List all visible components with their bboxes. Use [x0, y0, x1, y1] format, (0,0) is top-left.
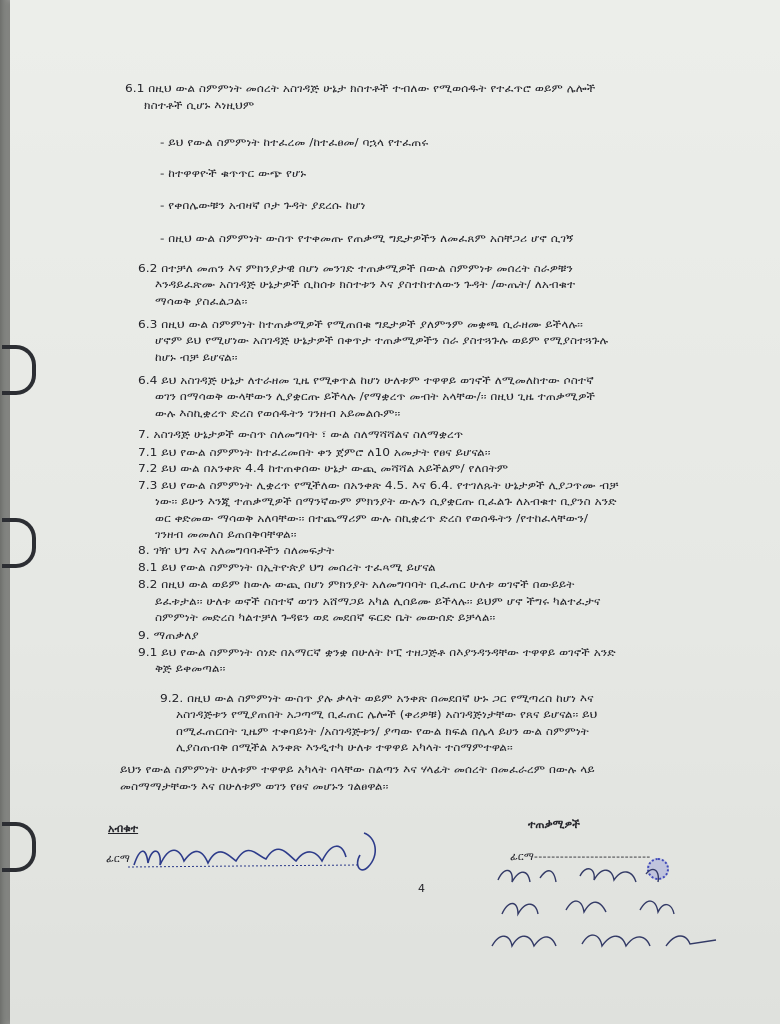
text-line: 8.2 በዚህ ውል ወይም ከውሉ ውጪ በሆነ ምክንያት አለመግባባት ቢፈጠር ሁለቱ ወገኖች በውይይት [138, 579, 575, 591]
text-line: ነው፡፡ ይሁን እንጂ ተጠቃሚዎች በማንኛውም ምክንያት ውሉን ሲያቋርጡ ቢፈልጉ ለአብቁተ ቢያንስ አንድ [155, 496, 617, 508]
binder-ring [2, 518, 36, 568]
text-line: ቅጅ ይቀመጣል፡፡ [155, 663, 226, 675]
text-line: ገንዘብ መመለስ ይጠበቅባቸዋል፡፡ [155, 529, 297, 541]
right-sign-label: ፊርማ [510, 851, 534, 863]
left-sign-label: ፊርማ [106, 853, 130, 865]
text-line: ወገን በማሳወቅ ውላቸውን ሊያቋርጡ ይችላሉ /የማቋረጥ መብት አላቸው/፡፡ በዚህ ጊዜ ተጠቃሚዎች [155, 391, 596, 403]
text-line: 9.2. በዚህ ውል ስምምነት ውስጥ ያሉ ቃላት ወይም አንቀጽ በመደበኛ ሁኑ ጋር የሚጣረስ ከሆነ እና [160, 693, 594, 705]
page-number: 4 [418, 882, 425, 895]
right-sign-dotted-line: --------------------------- [534, 851, 651, 863]
text-line: 6.1 በዚህ ውል ስምምነት መሰረት አስገዳጅ ሁኔታ ክስተቶች ተብለው የሚወሰዱት የተፈጥሮ ወይም ሌሎች [125, 83, 596, 95]
text-line: 7. አስገዳጅ ሁኔታዎች ውስጥ ስለመግባት ፣ ውል ስለማሻሻልና ስለማቋረጥ [138, 429, 464, 441]
text-line: - ይህ የውል ስምምነት ከተፈረመ /ከተፈፀመ/ ባኋላ የተፈጠሩ [160, 137, 429, 149]
text-line: ሊያስጠብቅ በሚችል አንቀጽ እንዲተካ ሁለቱ ተዋዋይ አካላት ተስማምተዋል፡፡ [176, 742, 513, 754]
text-line: - የቀበሌውቹን አብዛኛ ቦታ ጉዳት ያደረሱ ከሆነ [160, 200, 366, 212]
left-signature [128, 825, 388, 883]
text-line: 6.4 ይህ አስገዳጅ ሁኔታ ለተራዘመ ጊዜ የሚቀጥል ከሆነ ሁለቱም ተዋዋይ ወገኖች ለሚመለከተው ሶስተኛ [138, 375, 594, 387]
text-line: 7.3 ይህ የውል ስምምነት ሊቋረጥ የሚችለው በአንቀጽ 4.5. እና 6.4. የተገለጹት ሁኔታዎች ሊያጋጥሙ ብቻ [138, 480, 619, 492]
text-line: ስምምነት መድረስ ካልተቻለ ጉዳዩን ወደ መደበኛ ፍርድ ቤት መውሰድ ይቻላል፡፡ [155, 612, 496, 624]
text-line: በሚፈጠርበት ጊዜም ተቀባይነት /አስገዳጅቱን/ ያጣው የውል ክፍል በሌላ ይሀን ውል ስምምነት [176, 726, 589, 738]
binder-ring [2, 822, 36, 872]
text-line: ውሉ እስኪቋረጥ ድረስ የወሰዱትን ገንዘብ አይመልሱም፡፡ [155, 408, 401, 420]
text-line: 9.1 ይህ የውል ስምምነት ሰነድ በአማርኛ ቋንቋ በሁለት ኮፒ ተዘጋጅቶ በእያንዳንዳቸው ተዋዋይ ወገኖች አንድ [138, 647, 616, 659]
right-signatures [490, 860, 730, 960]
text-line: ወር ቀድመው ማሳወቅ አለባቸው፡፡ በተጨማሪም ውሉ ስኪቋረጥ ድረስ የወሰዱትን /የተከፈላቸውን/ [155, 513, 588, 525]
text-line: - ከተዋዋዮች ቁጥጥር ውጭ የሆኑ [160, 168, 307, 180]
text-line: መስማማታቸውን እና በሁለቱም ወገን የፀና መሆኑን ገልፀዋል፡፡ [120, 781, 389, 793]
text-line: 8. ገዥ ህግ እና አለመግባባቶችን ስለመፍታት [138, 545, 335, 557]
text-line: 7.2 ይህ ውል በአንቀጽ 4.4 ከተጠቀሰው ሁኔታ ውጪ መሻሻል አይችልም/ የለበትም [138, 463, 509, 475]
right-signatory-heading: ተጠቃሚዎች [528, 818, 580, 831]
text-line: እንዳይፈጽሙ አስገዳጅ ሁኔታዎች ሲከሰቱ ክስተቱን እና ያስተከተለውን ጉዳት /ውጤት/ ለአብቁተ [155, 279, 576, 291]
text-line: ክስተቶች ሲሆኑ እነዚህም [144, 100, 255, 112]
text-line: ይፈቱታል፡፡ ሁለቱ ወኖች ስስተኛ ወገን አሸማጋይ አካል ሊሰይሙ ይችላሉ፡፡ ይህም ሆኖ ችግሩ ካልተፈታና [155, 596, 601, 608]
left-signatory-heading: አብቁተ [108, 822, 139, 835]
text-line: ይህን የውል ስምምነት ሁለቱም ተዋዋይ አካላት ባላቸው ስልጣን እና ሃላፊት መሰረት በመፈራረም በውሉ ላይ [120, 764, 595, 776]
text-line: - በዚህ ውል ስምምነት ውስጥ የተቀመጡ የጠቃሚ ግዴታዎችን ለመፈጸም አስቸጋሪ ሆኖ ሲገኝ [160, 233, 574, 245]
text-line: 7.1 ይህ የውል ስምምነት ከተፈረመበት ቀን ጀምሮ ለ10 አመታት የፀና ይሆናል፡፡ [138, 447, 491, 459]
text-line: 6.3 በዚህ ውል ስምምነት ከተጠቃሚዎች የሚጠበቁ ግዴታዎች ያለምንም መቋጫ ሲራዘሙ ይችላሉ፡፡ [138, 319, 583, 331]
text-line: 8.1 ይህ የውል ስምምነት በኢትዮጵያ ህግ መሰረት ተፈጻሚ ይሆናል [138, 562, 436, 574]
text-line: ማሳወቅ ያስፈልጋል፡፡ [155, 296, 248, 308]
text-line: 9. ማጠቃለያ [138, 630, 199, 642]
text-line: አስገዳጅቱን የሚያጠበት አጋጣሚ ቢፈጠር ሌሎች (ቀሪዎቹ) አስገዳጅነታቸው የጸና ይሆናል፡፡ ይህ [176, 709, 598, 721]
text-line: ከሆኑ ብቻ ይሆናል፡፡ [155, 352, 238, 364]
document-page [10, 0, 780, 1024]
binder-ring [2, 345, 36, 395]
text-line: 6.2 በተቻለ መጠን እና ምክንያታዊ በሆነ መንገድ ተጠቃሚዎች በውል ስምምነቱ መሰረት ስራዎቹን [138, 263, 573, 275]
text-line: ሆኖም ይህ የሚሆነው አስገዳጅ ሁኔታዎች በቀጥታ ተጠቃሚዎችን ስራ ያስተጓጉሉ ወይም የሚያስተጓጉሉ [155, 335, 609, 347]
